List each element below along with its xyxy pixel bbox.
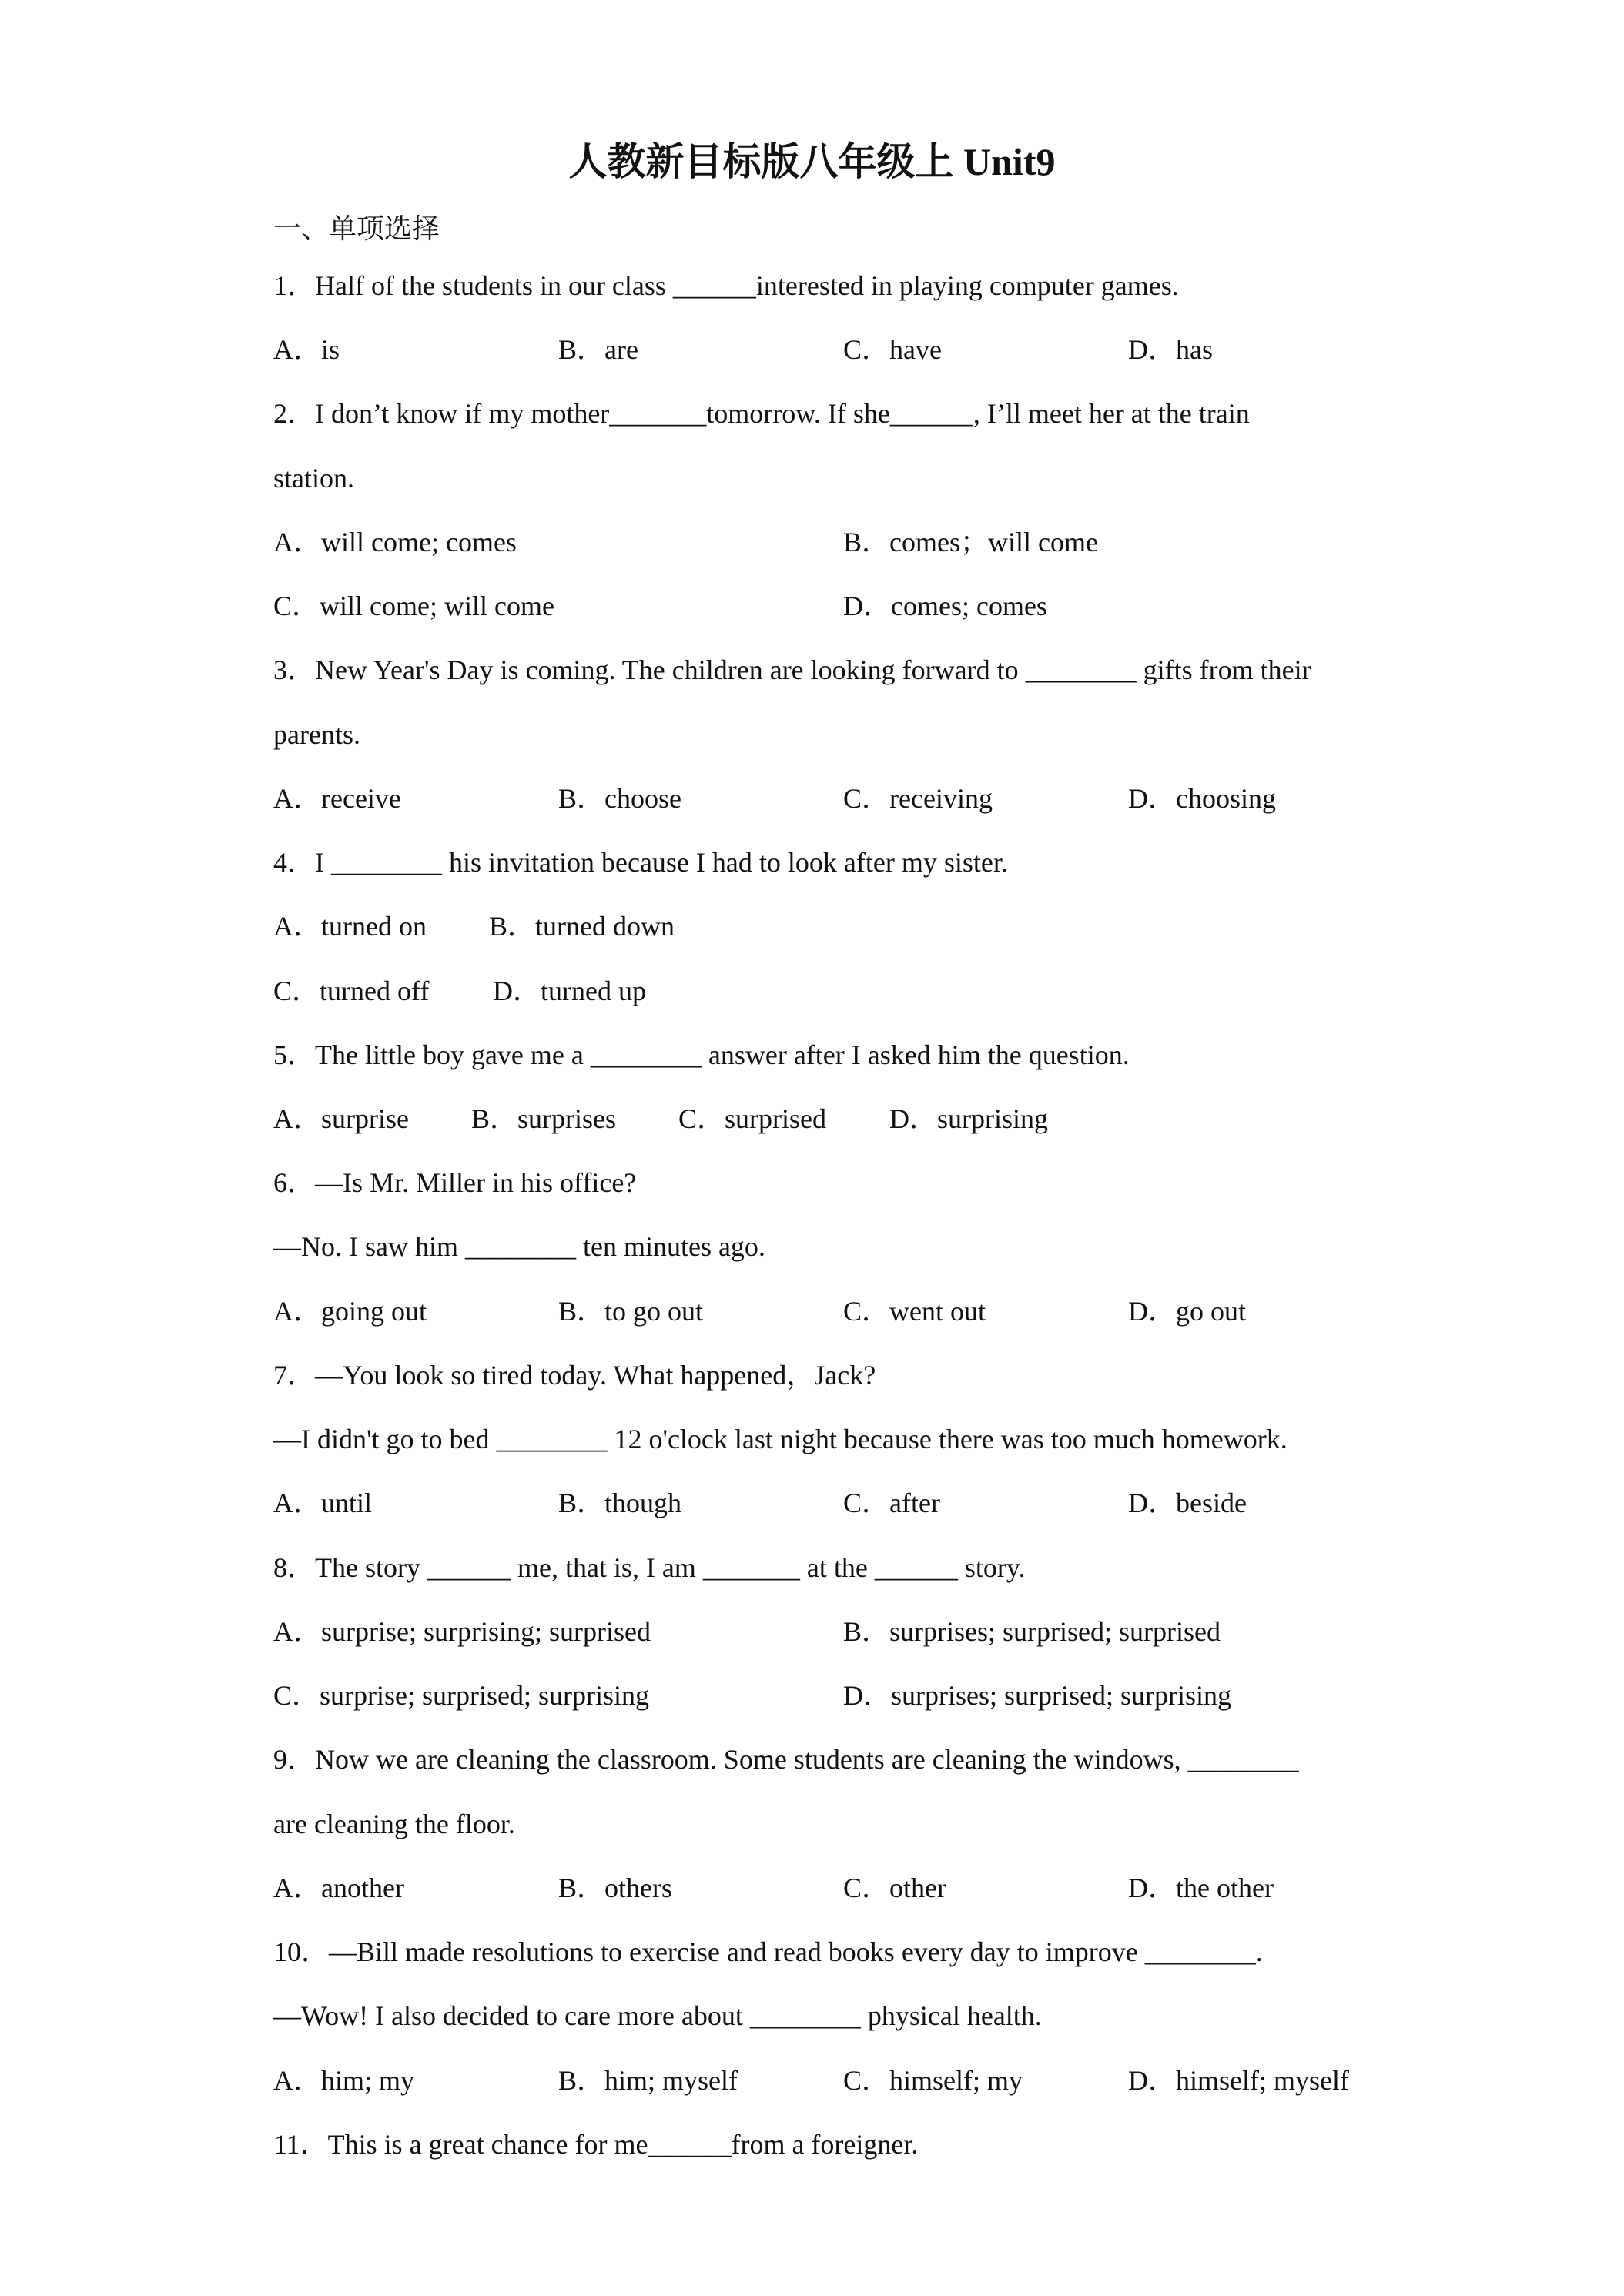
question-6-option-b[interactable]: B．to go out [558, 1296, 704, 1327]
question-7-option-d[interactable]: D．beside [1128, 1488, 1247, 1518]
question-4-option-b[interactable]: B．turned down [489, 911, 675, 942]
question-2-stem-cont: station. [273, 463, 354, 494]
question-10-option-b[interactable]: B．him; myself [558, 2065, 738, 2096]
question-2-option-b[interactable]: B．comes；will come [843, 527, 1098, 557]
question-9-option-a[interactable]: A．another [273, 1873, 404, 1903]
question-2-option-a[interactable]: A．will come; comes [273, 527, 517, 557]
section-heading: 一、单项选择 [273, 213, 440, 244]
question-2-option-c[interactable]: C．will come; will come [273, 591, 554, 621]
question-8-option-b[interactable]: B．surprises; surprised; surprised [843, 1616, 1221, 1647]
question-2-option-d[interactable]: D．comes; comes [843, 591, 1047, 621]
question-4-stem: 4．I ________ his invitation because I had to look after my sister. [273, 847, 1008, 878]
question-11-stem: 11．This is a great chance for me______from a foreigner. [273, 2129, 919, 2160]
question-10-stem-cont: —Wow! I also decided to care more about ________ physical health. [273, 2000, 1042, 2031]
question-9-option-d[interactable]: D．the other [1128, 1873, 1274, 1903]
question-1-option-a[interactable]: A．is [273, 334, 340, 365]
question-3-stem: 3．New Year's Day is coming. The children are looking forward to ________ gifts from their [273, 654, 1311, 685]
question-3-option-a[interactable]: A．receive [273, 783, 401, 814]
question-2-stem: 2．I don’t know if my mother_______tomorrow. If she______, I’ll meet her at the train [273, 398, 1250, 429]
question-10-stem: 10．—Bill made resolutions to exercise and read books every day to improve ________. [273, 1936, 1263, 1967]
question-4-option-d[interactable]: D．turned up [493, 976, 646, 1006]
question-10-option-c[interactable]: C．himself; my [843, 2065, 1023, 2096]
question-4-option-a[interactable]: A．turned on [273, 911, 427, 942]
question-8-option-c[interactable]: C．surprise; surprised; surprising [273, 1680, 649, 1711]
question-9-stem-cont: are cleaning the floor. [273, 1809, 515, 1839]
question-5-option-b[interactable]: B．surprises [471, 1103, 616, 1134]
question-3-stem-cont: parents. [273, 719, 360, 750]
question-5-option-d[interactable]: D．surprising [889, 1103, 1048, 1134]
question-1-option-c[interactable]: C．have [843, 334, 942, 365]
question-5-stem: 5．The little boy gave me a ________ answer after I asked him the question. [273, 1039, 1130, 1070]
question-3-option-c[interactable]: C．receiving [843, 783, 993, 814]
question-1-stem: 1．Half of the students in our class ______interested in playing computer games. [273, 270, 1179, 301]
question-3-option-d[interactable]: D．choosing [1128, 783, 1276, 814]
question-10-option-a[interactable]: A．him; my [273, 2065, 415, 2096]
question-1-option-d[interactable]: D．has [1128, 334, 1213, 365]
question-1-option-b[interactable]: B．are [558, 334, 638, 365]
question-5-option-a[interactable]: A．surprise [273, 1103, 409, 1134]
question-5-option-c[interactable]: C．surprised [678, 1103, 826, 1134]
question-8-stem: 8．The story ______ me, that is, I am _______ at the ______ story. [273, 1552, 1026, 1583]
question-7-stem: 7．—You look so tired today. What happened，Jack? [273, 1360, 876, 1391]
question-6-option-c[interactable]: C．went out [843, 1296, 986, 1327]
question-10-option-d[interactable]: D．himself; myself [1128, 2065, 1349, 2096]
question-6-option-a[interactable]: A．going out [273, 1296, 427, 1327]
question-9-option-b[interactable]: B．others [558, 1873, 672, 1903]
question-3-option-b[interactable]: B．choose [558, 783, 681, 814]
page-title: 人教新目标版八年级上 Unit9 [568, 140, 1056, 183]
question-9-stem: 9．Now we are cleaning the classroom. Some students are cleaning the windows, ________ [273, 1744, 1299, 1775]
question-4-option-c[interactable]: C．turned off [273, 976, 430, 1006]
question-7-option-a[interactable]: A．until [273, 1488, 373, 1518]
question-6-stem: 6．—Is Mr. Miller in his office? [273, 1167, 637, 1198]
question-7-option-b[interactable]: B．though [558, 1488, 682, 1518]
question-8-option-a[interactable]: A．surprise; surprising; surprised [273, 1616, 651, 1647]
question-6-option-d[interactable]: D．go out [1128, 1296, 1247, 1327]
question-7-stem-cont: —I didn't go to bed ________ 12 o'clock last night because there was too much homework. [273, 1424, 1287, 1454]
question-6-stem-cont: —No. I saw him ________ ten minutes ago. [273, 1231, 765, 1262]
question-9-option-c[interactable]: C．other [843, 1873, 946, 1903]
question-7-option-c[interactable]: C．after [843, 1488, 940, 1518]
question-8-option-d[interactable]: D．surprises; surprised; surprising [843, 1680, 1231, 1711]
